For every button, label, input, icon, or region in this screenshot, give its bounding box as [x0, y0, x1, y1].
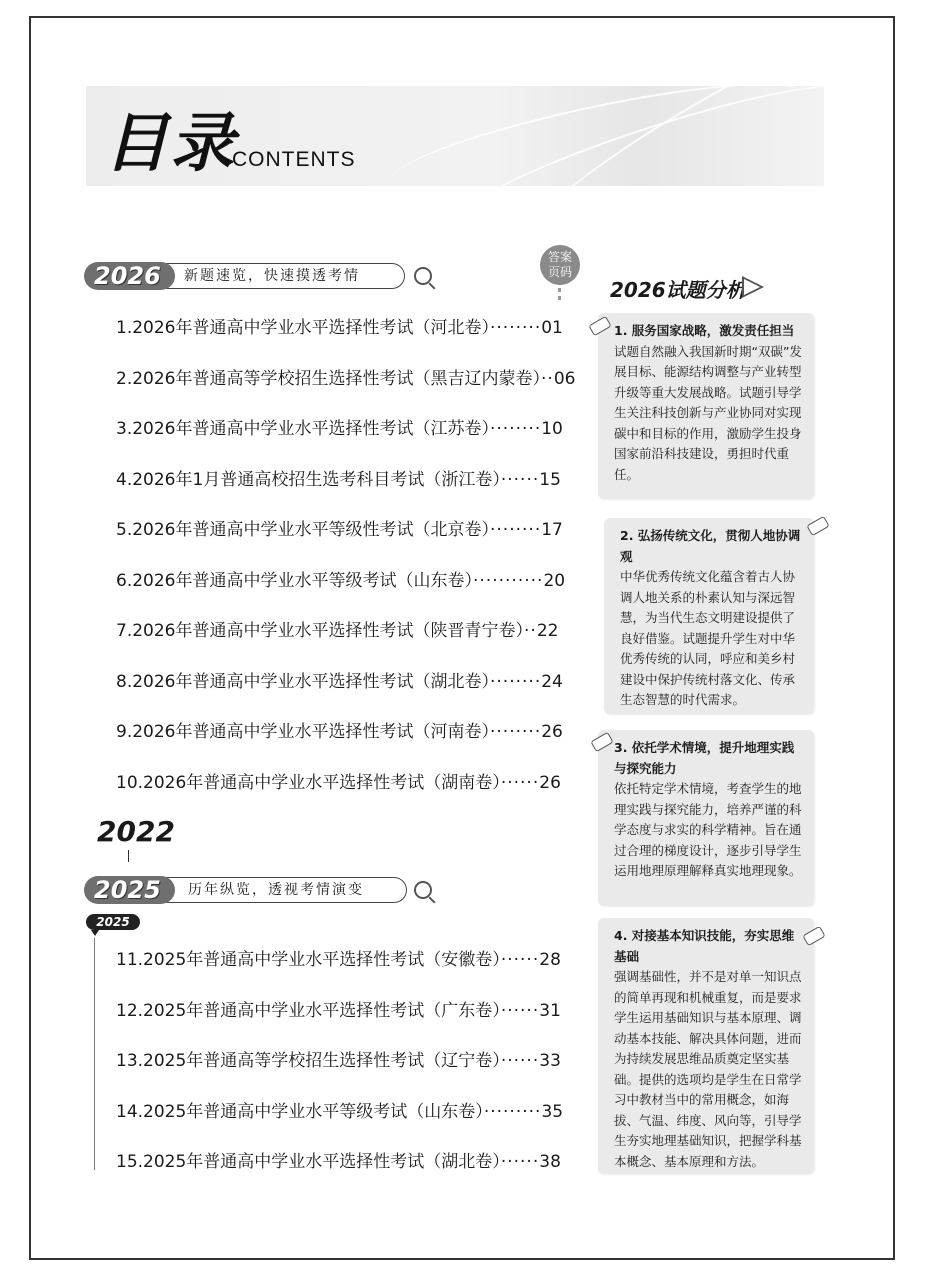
toc-entry-page: 22	[536, 621, 559, 641]
toc-entry-num: 13.	[116, 1051, 144, 1071]
toc-entry[interactable]	[116, 1046, 561, 1071]
timeline-line	[94, 938, 95, 1170]
toc-entry-num: 2.	[116, 368, 133, 389]
answer-badge-label: 答案 页码	[547, 250, 572, 279]
toc-entry-dots: ······	[500, 950, 540, 970]
toc-entry-num: 8.	[116, 671, 133, 692]
toc-entry-page: 17	[541, 520, 563, 540]
section-header-2025	[84, 876, 434, 904]
toc-entry-dots: ········	[490, 722, 542, 742]
flag-icon	[742, 276, 764, 298]
page-title: 目录	[104, 107, 236, 181]
toc-entry-text: 2025年普通高等学校招生选择性考试（辽宁卷）	[143, 1051, 501, 1071]
toc-entry-dots: ······	[500, 1051, 540, 1071]
toc-entry-page: 01	[541, 318, 563, 338]
answer-page-badge	[540, 245, 580, 285]
card-title: 4. 对接基本知识技能，夯实思维基础	[614, 928, 795, 964]
toc-entry-num: 15.	[116, 1152, 144, 1172]
toc-entry-dots: ··	[541, 368, 554, 389]
toc-entry-dots: ······	[500, 469, 540, 490]
toc-entry-page: 31	[539, 1000, 561, 1021]
toc-entry[interactable]	[116, 768, 561, 793]
toc-entry-page: 35	[541, 1101, 564, 1122]
toc-entry-num: 7.	[116, 621, 133, 641]
toc-entry-dots: ········	[490, 419, 542, 439]
year-range-divider	[128, 850, 129, 862]
section-year: 2025	[84, 876, 175, 904]
toc-entry-num: 11.	[116, 950, 144, 970]
analysis-card-2	[604, 518, 814, 714]
toc-entry[interactable]	[116, 566, 565, 591]
toc-entry[interactable]	[116, 1147, 561, 1172]
toc-entry-num: 4.	[116, 469, 133, 490]
toc-entry-text: 2026年1月普通高校招生选考科目考试（浙江卷）	[132, 469, 501, 490]
toc-entry[interactable]	[116, 717, 563, 742]
toc-entry[interactable]	[116, 996, 561, 1021]
card-body: 强调基础性，并不是对单一知识点的简单再现和机械重复，而是要求学生运用基础知识与基本原理、调动基本技能、解决具体问题，进而为持续发展思维品质奠定坚实基础。提供的选项均是学生在日常学习中教材当中的常用概念，如海拔、气温、纬度、风向等，引导学生夯实地理基础知识，把握学科基本概念、基本原理和方法。	[614, 969, 802, 1169]
toc-entry-text: 2026年普通高中学业水平选择性考试（湖北卷）	[132, 671, 490, 692]
analysis-card-3	[598, 730, 814, 906]
year-range-start: 2022	[97, 815, 175, 848]
toc-entry-text: 2026年普通高中学业水平选择性考试（江苏卷）	[132, 419, 490, 439]
toc-entry-num: 3.	[116, 419, 133, 439]
toc-entry-num: 6.	[116, 570, 133, 591]
card-title: 3. 依托学术情境，提升地理实践与探究能力	[614, 740, 795, 776]
magnifier-icon	[414, 881, 432, 899]
toc-entry-page: 10	[541, 419, 563, 439]
card-title: 2. 弘扬传统文化，贯彻人地协调观	[620, 528, 801, 564]
toc-entry-num: 14.	[116, 1101, 144, 1122]
card-title: 1. 服务国家战略，激发责任担当	[614, 323, 795, 338]
toc-entry-text: 2026年普通高等学校招生选择性考试（黑吉辽内蒙卷）	[132, 368, 541, 389]
toc-entry-page: 06	[553, 368, 576, 389]
toc-entry-dots: ········	[490, 318, 542, 338]
magnifier-icon	[414, 267, 432, 285]
toc-entry-text: 2026年普通高中学业水平选择性考试（河南卷）	[132, 722, 490, 742]
card-body: 试题自然融入我国新时期“双碳”发展目标、能源结构调整与产业转型升级等重大发展战略。试题引导学生关注科技创新与产业协同对实现碳中和目标的作用，激励学生投身国家前沿科技建设，勇担时代重任。	[614, 343, 802, 482]
toc-entry-page: 15	[539, 469, 561, 490]
toc-entry-dots: ·········	[483, 1101, 542, 1122]
toc-entry-page: 24	[541, 671, 563, 692]
toc-entry[interactable]	[116, 364, 575, 389]
toc-entry-text: 2025年普通高中学业水平选择性考试（安徽卷）	[143, 950, 501, 970]
toc-entry-page: 38	[539, 1152, 561, 1172]
toc-entry-dots: ········	[490, 520, 542, 540]
toc-entry[interactable]	[116, 667, 563, 692]
toc-entry[interactable]	[116, 313, 563, 338]
toc-entry[interactable]	[116, 945, 561, 970]
toc-entry-num: 5.	[116, 520, 133, 540]
toc-entry-dots: ······	[500, 772, 540, 793]
toc-entry-num: 12.	[116, 1000, 144, 1021]
toc-entry-text: 2025年普通高中学业水平选择性考试（湖北卷）	[143, 1152, 501, 1172]
toc-entry-page: 26	[541, 722, 563, 742]
analysis-title: 2026试题分析	[610, 278, 746, 302]
toc-entry-dots: ··	[524, 621, 537, 641]
toc-entry-dots: ···········	[473, 570, 544, 591]
page-subtitle: CONTENTS	[232, 148, 356, 171]
toc-entry-text: 2026年普通高中学业水平等级考试（山东卷）	[132, 570, 473, 591]
toc-entry-page: 26	[539, 772, 561, 793]
year-tag-pointer-icon	[91, 930, 99, 936]
toc-entry-text: 2026年普通高中学业水平选择性考试（陕晋青宁卷）	[132, 621, 524, 641]
toc-entry-text: 2026年普通高中学业水平选择性考试（河北卷）	[132, 318, 490, 338]
dotted-connector	[558, 288, 564, 300]
toc-entry[interactable]	[116, 1097, 563, 1122]
toc-entry-page: 33	[539, 1051, 561, 1071]
card-body: 中华优秀传统文化蕴含着古人协调人地关系的朴素认知与深远智慧，为当代生态文明建设提供了良好借鉴。试题提升学生对中华优秀传统的认同，呼应和美乡村建设中保护传统村落文化、传承生态智慧的时代需求。	[620, 569, 796, 707]
toc-entry-text: 2025年普通高中学业水平等级考试（山东卷）	[143, 1101, 484, 1122]
section-header-2026	[84, 262, 424, 290]
toc-entry-num: 9.	[116, 722, 133, 742]
toc-entry-num: 10.	[116, 772, 144, 793]
toc-entry-page: 28	[539, 950, 561, 970]
section-slogan: 历年纵览，透视考情演变	[166, 877, 407, 903]
analysis-card-1	[598, 313, 814, 499]
card-body: 依托特定学术情境，考查学生的地理实践与探究能力，培养严谨的科学态度与求实的科学精神。旨在通过合理的梯度设计，逐步引导学生运用地理原理解释真实地理现象。	[614, 781, 802, 878]
analysis-card-4	[598, 918, 814, 1174]
toc-entry-num: 1.	[116, 318, 133, 338]
toc-entry[interactable]	[116, 616, 558, 641]
toc-entry-dots: ······	[500, 1152, 540, 1172]
year-tag: 2025	[86, 914, 140, 930]
section-year: 2026	[84, 262, 175, 290]
toc-entry-dots: ······	[500, 1000, 540, 1021]
section-slogan: 新题速览，快速摸透考情	[162, 263, 405, 289]
toc-entry-page: 20	[543, 570, 566, 591]
toc-entry-text: 2025年普通高中学业水平选择性考试（广东卷）	[143, 1000, 501, 1021]
toc-entry[interactable]	[116, 515, 563, 540]
toc-entry[interactable]	[116, 465, 561, 490]
toc-entry-dots: ········	[490, 671, 542, 692]
toc-entry[interactable]	[116, 414, 563, 439]
toc-entry-text: 2026年普通高中学业水平选择性考试（湖南卷）	[143, 772, 501, 793]
toc-entry-text: 2026年普通高中学业水平等级性考试（北京卷）	[132, 520, 490, 540]
